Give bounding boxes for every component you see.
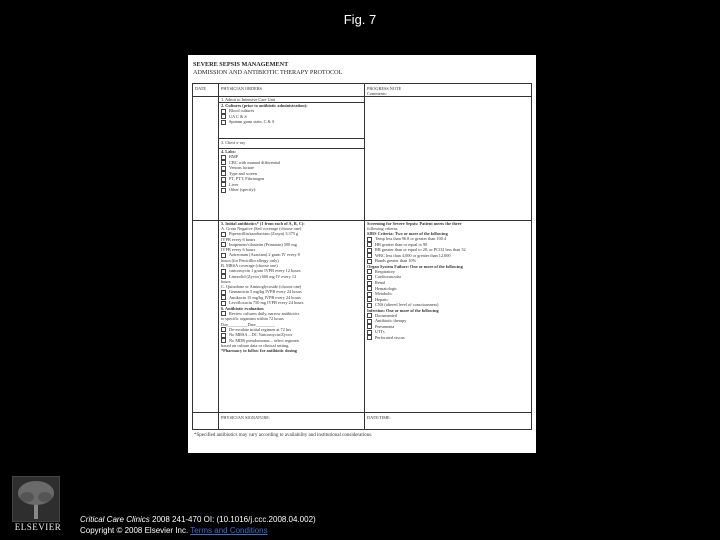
list-item: Antibiotic therapy	[367, 318, 531, 324]
list-item: CBC with manual differential	[221, 160, 363, 166]
col-date-header: DATE	[195, 86, 206, 91]
copyright-line	[80, 525, 316, 536]
list-item: HR greater than or equal to 90	[367, 242, 531, 248]
column-divider	[364, 84, 365, 429]
list-item: RR greater than or equal to 20, or PCO2 less than 32	[367, 247, 531, 253]
list-item: Perforated viscus	[367, 335, 531, 341]
list-item: WBC less than 4,000 or greater than 12,000	[367, 253, 531, 259]
screening-title: Screening for Severe Sepsis: Patient meets the three	[367, 221, 462, 226]
physician-signature-label: PHYSICIAN SIGNATURE:	[221, 415, 271, 420]
document-footnote: *Specified antibiotics may vary according to availability and institutional considerations.	[194, 433, 373, 438]
list-item: C. Quinolone or Aminoglycoside (choose one)	[221, 284, 302, 290]
section-4	[221, 149, 363, 193]
checkbox[interactable]	[221, 109, 226, 114]
checkbox[interactable]	[367, 319, 372, 324]
journal-name: Critical Care Clinics	[80, 515, 150, 524]
list-item: Temp less than 96.8 or greater than 100.4	[367, 236, 531, 242]
list-item: Pneumonia	[367, 324, 531, 330]
list-item: Linezolid (Zyvox) 600 mg IV every 12	[221, 274, 363, 280]
section-5	[221, 221, 363, 353]
screening-criteria	[367, 221, 531, 340]
citation	[80, 514, 316, 536]
list-item: SIRS Criteria: Two or more of the following	[367, 231, 448, 237]
section-2	[221, 103, 363, 125]
list-item: Cardiovascular	[367, 274, 531, 280]
list-item: Documented	[367, 313, 531, 319]
list-item: Respiratory	[367, 269, 531, 275]
list-item: Other (specify):	[221, 187, 363, 193]
checkbox[interactable]	[221, 120, 226, 125]
list-item: Review cultures daily, narrow antibiotics	[221, 311, 363, 317]
checkbox[interactable]	[221, 269, 226, 274]
list-item: Hepatic	[367, 297, 531, 303]
list-item: Day_________Date_________	[221, 321, 275, 327]
section-6-title: 6. Antibiotic evaluation	[221, 305, 264, 311]
list-item: to specific organism within 72 hours	[221, 316, 284, 322]
date-time-label: DATE/TIME:	[367, 415, 391, 420]
list-item: Blood cultures	[221, 108, 363, 114]
checkbox[interactable]	[221, 177, 226, 182]
checkbox[interactable]	[367, 292, 372, 297]
list-item: Bands greater than 10%	[367, 258, 531, 264]
checkbox[interactable]	[367, 303, 372, 308]
terms-link[interactable]: Terms and Conditions	[190, 526, 268, 535]
list-item: Levofloxacin 750 mg IVPB every 24 hours	[221, 300, 363, 306]
list-item: Aztreonam (Azactam) 2 gram IV every 8	[221, 252, 363, 258]
list-item: based on culture data or clinical setting.	[221, 343, 290, 349]
list-item: Sputum gram stain, C & S	[221, 119, 363, 125]
citation-line	[80, 514, 316, 525]
section-3: 3. Chest x-ray	[221, 140, 246, 145]
document-title: SEVERE SEPSIS MANAGEMENT	[193, 61, 289, 68]
checkbox[interactable]	[367, 335, 372, 340]
list-item: IVPB every 6 hours	[221, 247, 256, 253]
list-item: Renal	[367, 280, 531, 286]
checkbox[interactable]	[221, 333, 226, 338]
list-item: No MRSA – DC Vancomycin/Zyvox	[221, 332, 363, 338]
row-divider	[193, 412, 531, 413]
list-item: Type and screen	[221, 171, 363, 177]
checkbox[interactable]	[367, 330, 372, 335]
section-2-title: 2. Cultures (prior to antibiotic administration):	[221, 103, 308, 108]
section-5-title: 5. Initial antibiotics* (1 from each of A, B, C):	[221, 221, 305, 226]
checkbox[interactable]	[367, 281, 372, 286]
list-item: No MDR pseudomonas – select regimen	[221, 338, 363, 344]
protocol-document	[188, 55, 536, 453]
list-item: Organ System Failure: One or more of the following	[367, 263, 463, 269]
list-item: BMP	[221, 154, 363, 160]
document-subtitle: ADMISSION AND ANTIBIOTIC THERAPY PROTOCOL	[193, 68, 343, 76]
section-4-title: 4. Labs:	[221, 149, 236, 154]
checkbox[interactable]	[221, 166, 226, 171]
list-item: De-escalate initial regimen at 72 hrs	[221, 327, 363, 333]
list-item: Gentamicin 5 mg/kg IVPB every 24 hours	[221, 289, 363, 295]
list-item: Hematologic	[367, 286, 531, 292]
list-item: Venous lactate	[221, 165, 363, 171]
citation-details: 2008 241-470 OI: (10.1016/j.ccc.2008.04.002)	[149, 515, 316, 524]
list-item: CNS (altered level of consciousness)	[367, 302, 531, 308]
checkbox[interactable]	[221, 232, 226, 237]
comments-label: Comments:	[367, 91, 387, 96]
pharmacy-note: *Pharmacy to follow for antibiotic dosing	[221, 348, 297, 354]
publisher-name: ELSEVIER	[14, 522, 62, 532]
list-item: Amikacin 15 mg/kg IVPB every 24 hours	[221, 295, 363, 301]
list-item: Imipenem/cilastatin (Primaxin) 500 mg	[221, 242, 363, 248]
document-header	[193, 61, 342, 76]
list-item: B. MRSA coverage (choose one)	[221, 263, 278, 269]
col-progress-header: PROGRESS NOTE	[367, 86, 402, 91]
list-item: Metabolic	[367, 291, 531, 297]
figure-title: Fig. 7	[343, 12, 377, 27]
col-orders-header: PHYSICIAN ORDERS	[221, 86, 262, 91]
list-item: A. Gram Negative (Sed coverage (choose one)	[221, 226, 302, 232]
copyright-text: Copyright © 2008 Elsevier Inc.	[80, 526, 191, 535]
list-item: hours (for Penicillin allergy only)	[221, 257, 279, 263]
list-item: Infection: One or more of the following	[367, 307, 439, 313]
elsevier-logo	[6, 476, 70, 534]
list-item: Liver	[221, 182, 363, 188]
list-item: UTI's	[367, 329, 531, 335]
protocol-table	[192, 83, 532, 430]
checkbox[interactable]	[221, 188, 226, 193]
list-item: vancomycin 1 gram IVPB every 12 hours	[221, 268, 363, 274]
list-item: Piperacillin/tazobactam (Zosyn) 3.375 g	[221, 231, 363, 237]
section-1: 1. Admit to Intensive Care Unit	[221, 97, 276, 102]
column-divider	[218, 84, 219, 429]
list-item: following criteria:	[367, 226, 399, 232]
checkbox[interactable]	[221, 155, 226, 160]
list-item: PT, PTT, Fibrinogen	[221, 176, 363, 182]
list-item: hours	[221, 279, 231, 285]
tree-icon	[12, 476, 60, 522]
row-divider	[218, 138, 364, 139]
list-item: IVPB every 6 hours	[221, 236, 256, 242]
list-item: UA C & S	[221, 114, 363, 120]
